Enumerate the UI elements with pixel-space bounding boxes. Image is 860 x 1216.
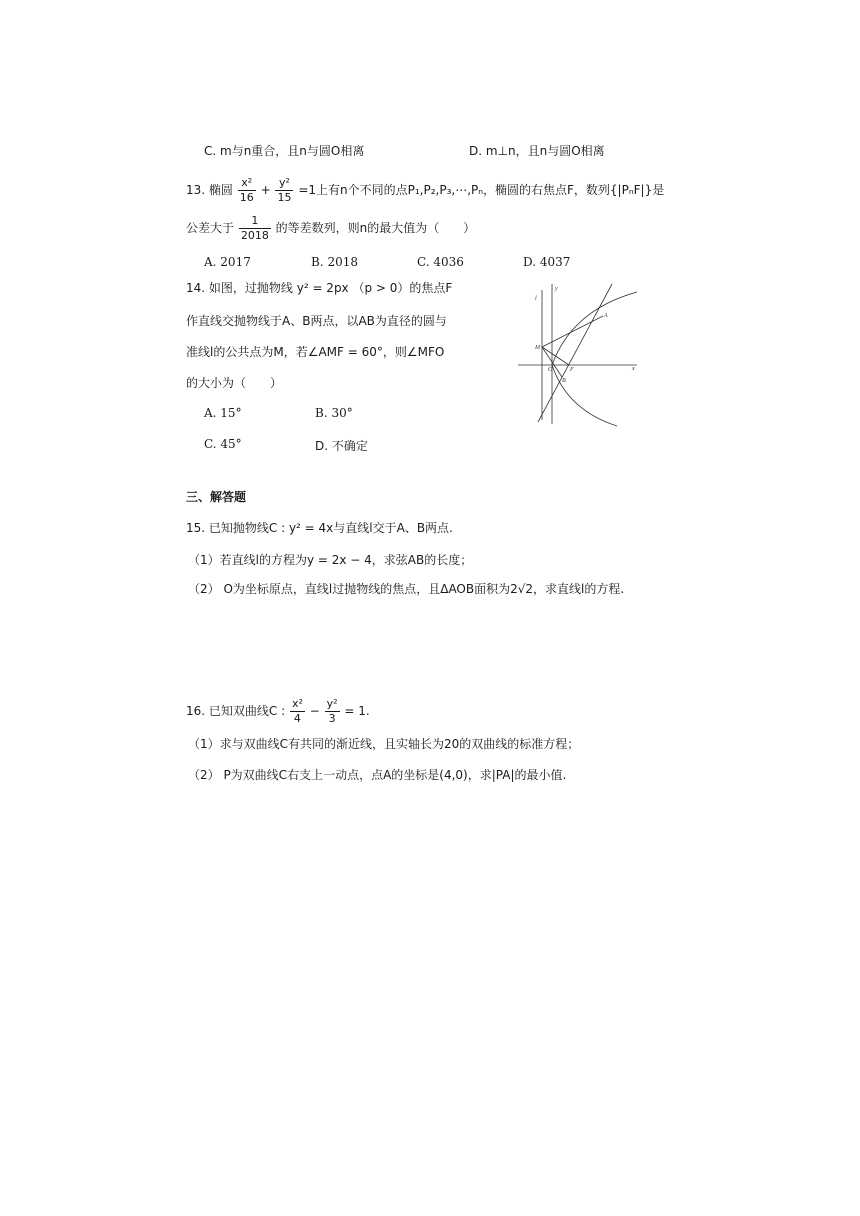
q13-fraction-d: $\frac{1}{2018}$ <box>240 214 269 242</box>
q12-option-c: C. m与n重合，且n与圆O相离 <box>204 144 365 158</box>
q15-part1: （1）若直线l的方程为y = 2x − 4，求弦AB的长度； <box>188 553 473 567</box>
label-o: O <box>548 367 553 373</box>
segment-mf <box>542 347 569 365</box>
chord-line <box>538 284 612 422</box>
q13-option-b: B. 2018 <box>311 255 358 269</box>
q16-part2: （2） P为双曲线C右支上一动点，点A的坐标是(4,0)，求|PA|的最小值. <box>188 768 567 782</box>
segment-ma <box>542 316 603 347</box>
q12-option-d: D. m⊥n，且n与圆O相离 <box>469 144 605 158</box>
q16-fraction-x: $\frac{\text{x²}}{4}$ <box>291 697 303 725</box>
q16-stem <box>186 697 370 726</box>
q13-stem-line1 <box>186 176 664 205</box>
q16-stem-a: 16. 已知双曲线C : <box>186 704 286 718</box>
label-b: B <box>562 378 566 384</box>
q13-option-a: A. 2017 <box>204 255 251 269</box>
q16-part1: （1）求与双曲线C有共同的渐近线，且实轴长为20的双曲线的标准方程； <box>188 737 580 751</box>
q14-option-b: B. 30° <box>315 406 353 420</box>
label-x: x <box>632 366 635 372</box>
q13-stem-d: 的等差数列，则n的最大值为（ ） <box>275 221 476 235</box>
label-l: l <box>535 296 537 302</box>
section-title: 三、解答题 <box>186 490 247 504</box>
q14-line4: 的大小为（ ） <box>186 376 283 390</box>
q14-option-c: C. 45° <box>204 437 242 451</box>
q13-number: 13. <box>186 183 206 197</box>
q14-parabola-figure <box>512 280 642 428</box>
label-m: M <box>535 345 540 351</box>
q14-option-a: A. 15° <box>204 406 242 420</box>
q14-line2: 作直线交抛物线于A、B两点，以AB为直径的圆与 <box>186 314 447 328</box>
q16-fraction-y: $\frac{\text{y²}}{3}$ <box>326 697 338 725</box>
label-y: y <box>555 286 558 292</box>
q14-line3: 准线l的公共点为M，若∠AMF = 60°，则∠MFO <box>186 345 445 359</box>
q13-option-c: C. 4036 <box>417 255 464 269</box>
q13-stem-b: =1上有n个不同的点P₁,P₂,P₃,⋯,Pₙ，椭圆的右焦点F，数列{|PₙF|}是 <box>298 183 665 197</box>
q13-stem-a: 椭圆 <box>208 183 233 197</box>
label-a: A <box>604 313 608 319</box>
q13-option-d: D. 4037 <box>523 255 571 269</box>
q14-option-d: D. 不确定 <box>315 439 368 453</box>
parabola-curve <box>552 292 637 426</box>
q13-stem-line2 <box>186 214 475 243</box>
q16-stem-b: = 1. <box>344 704 370 718</box>
q15-part2: （2） O为坐标原点，直线l过抛物线的焦点，且ΔAOB面积为2√2，求直线l的方程. <box>188 582 625 596</box>
q13-stem-c: 公差大于 <box>186 221 235 235</box>
q16-minus: − <box>309 704 320 718</box>
q13-fraction-x: $\frac{\text{x²}}{16}$ <box>239 176 254 204</box>
q15-stem: 15. 已知抛物线C : y² = 4x与直线l交于A、B两点. <box>186 521 453 535</box>
q13-fraction-y: $\frac{\text{y²}}{15}$ <box>277 176 292 204</box>
label-f: F <box>570 367 574 373</box>
q13-plus: + <box>260 183 271 197</box>
q14-line1: 14. 如图，过抛物线 y² = 2px （p > 0）的焦点F <box>186 281 453 295</box>
